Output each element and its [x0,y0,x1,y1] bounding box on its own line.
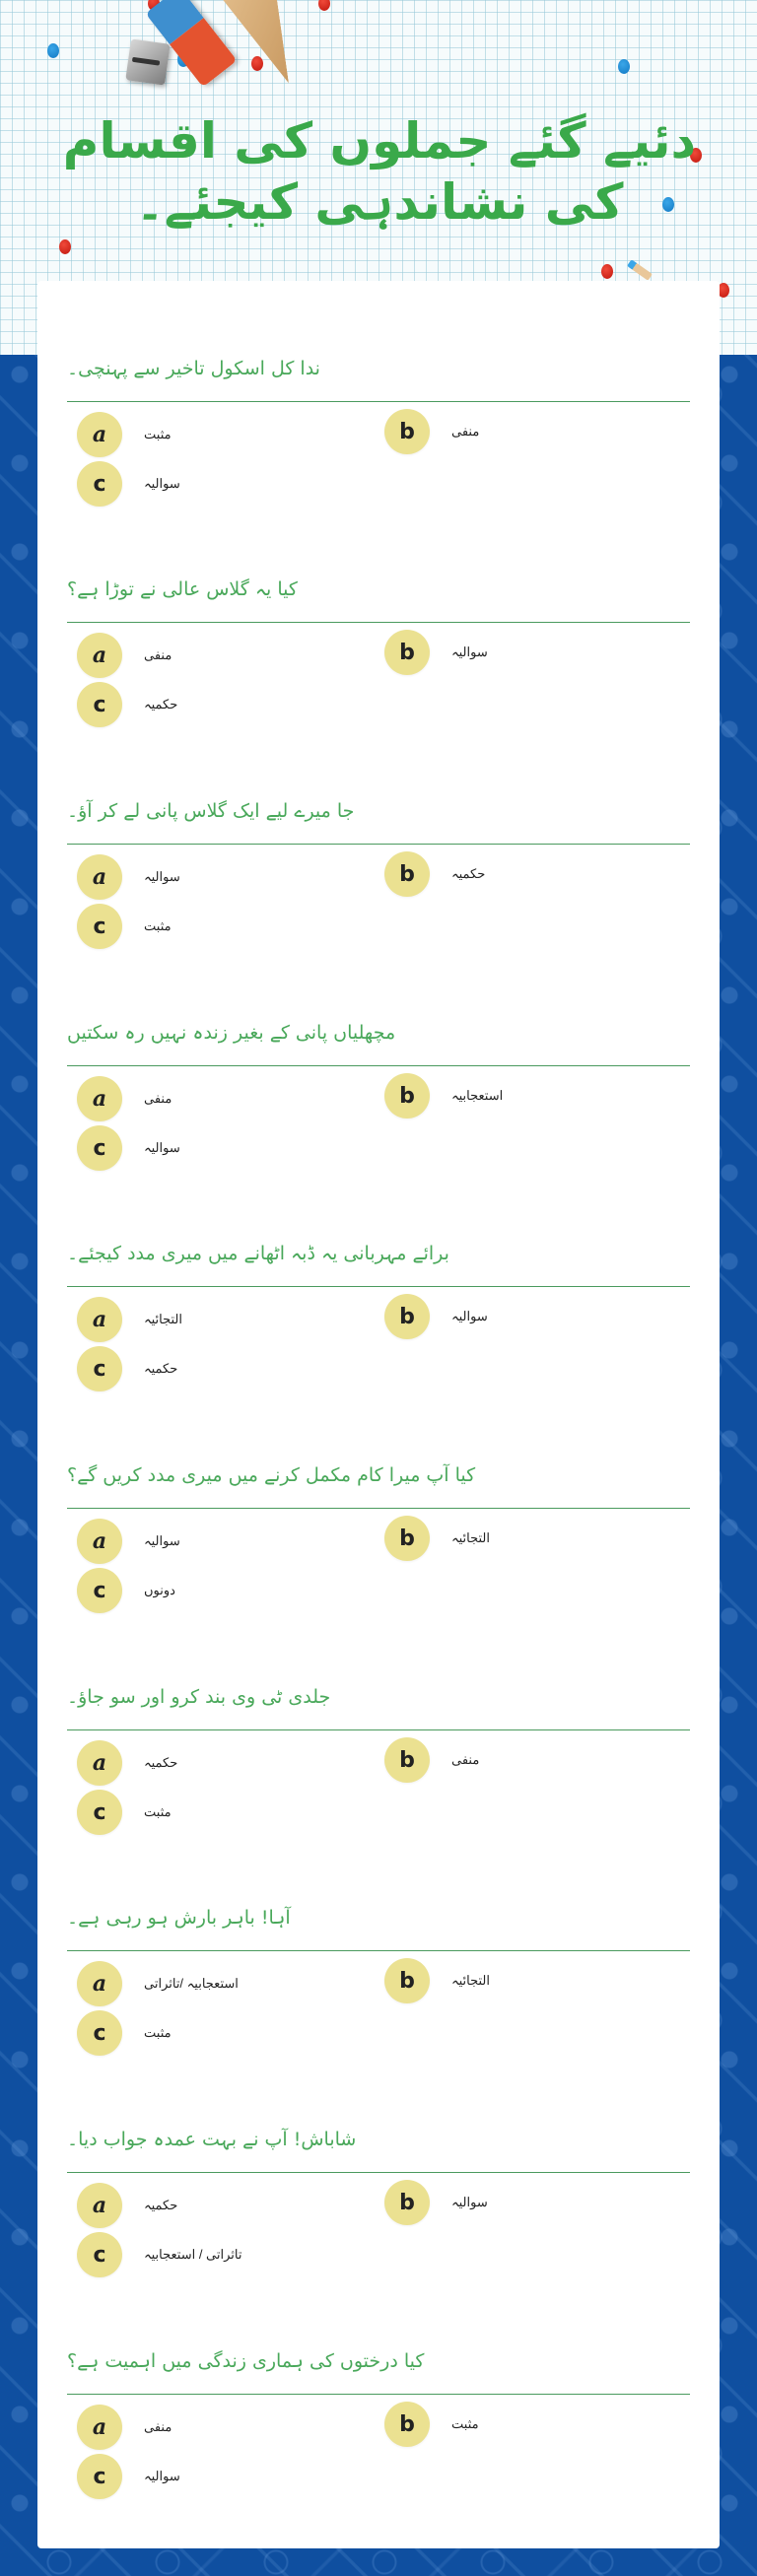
option-label: حکمیہ [144,2198,178,2212]
option-b[interactable] [384,1515,490,1562]
option-letter-badge: b [384,630,430,675]
option-label: سوالیہ [144,2469,180,2483]
option-label: سوالیہ [144,1533,180,1548]
option-b[interactable] [384,2179,488,2226]
option-c[interactable] [77,460,180,508]
question-8 [37,1903,720,2124]
option-label: منفی [144,2419,172,2434]
decorative-dot-icon [618,59,630,74]
decorative-dot-icon [47,43,59,58]
question-text: کیا آپ میرا کام مکمل کرنے میں میری مدد کریں گے؟ [67,1464,476,1486]
divider [67,622,690,623]
option-c[interactable] [77,903,172,950]
option-letter-badge: b [384,1516,430,1561]
option-letter-badge: a [77,854,122,900]
option-label: مثبت [144,427,172,441]
question-text: کیا درختوں کی ہماری زندگی میں اہمیت ہے؟ [67,2350,425,2372]
question-text: کیا یہ گلاس عالی نے توڑا ہے؟ [67,578,298,600]
option-label: مثبت [144,2025,172,2040]
divider [67,401,690,402]
option-letter-badge: c [77,1346,122,1391]
question-text: برائے مہربانی یہ ڈبہ اٹھانے میں میری مدد کیجئے۔ [67,1243,449,1264]
option-label: سوالیہ [144,476,180,491]
option-letter-badge: a [77,1297,122,1342]
question-10 [37,2346,720,2567]
option-b[interactable] [384,1736,479,1784]
question-5 [37,1239,720,1459]
option-label: منفی [144,1091,172,1106]
option-a[interactable] [77,1960,239,2007]
option-a[interactable] [77,411,172,458]
option-b[interactable] [384,850,485,898]
option-label: حکمیہ [144,1755,178,1770]
option-a[interactable] [77,1296,182,1343]
option-a[interactable] [77,2182,177,2229]
option-a[interactable] [77,853,180,901]
option-letter-badge: b [384,851,430,897]
option-c[interactable] [77,1789,172,1836]
option-label: حکمیہ [144,697,178,712]
option-label: دونوں [144,1583,175,1597]
option-letter-badge: c [77,1790,122,1835]
question-6 [37,1460,720,1681]
option-letter-badge: a [77,2183,122,2228]
option-b[interactable] [384,2401,479,2448]
option-label: تاثراتی / استعجابیہ [144,2247,242,2262]
question-text: شاباش! آپ نے بہت عمدہ جواب دیا۔ [67,2129,357,2150]
option-a[interactable] [77,1075,172,1122]
option-b[interactable] [384,1957,490,2004]
decorative-dot-icon [59,239,71,254]
option-letter-badge: a [77,1740,122,1786]
option-letter-badge: c [77,904,122,949]
option-label: سوالیہ [451,644,488,659]
option-label: حکمیہ [451,866,486,881]
option-label: التجائیہ [451,1530,491,1545]
option-label: استعجابیہ [451,1088,504,1103]
option-label: سوالیہ [451,2195,488,2209]
option-label: سوالیہ [144,869,180,884]
option-letter-badge: a [77,1961,122,2006]
question-text: آہا! باہر بارش ہو رہی ہے۔ [67,1907,291,1929]
option-label: منفی [451,424,480,439]
option-label: حکمیہ [144,1361,178,1376]
option-letter-badge: c [77,1568,122,1613]
option-label: التجائیہ [144,1312,183,1326]
option-letter-badge: c [77,1125,122,1171]
option-letter-badge: a [77,412,122,457]
question-text: جلدی ٹی وی بند کرو اور سو جاؤ۔ [67,1686,331,1708]
option-letter-badge: b [384,2402,430,2447]
pencil-icon [627,259,653,280]
divider [67,844,690,845]
decorative-dot-icon [318,0,330,11]
question-text: مچھلیاں پانی کے بغیر زندہ نہیں رہ سکتیں [67,1022,396,1044]
option-letter-badge: a [77,2405,122,2450]
option-c[interactable] [77,2231,241,2278]
option-letter-badge: b [384,2180,430,2225]
divider [67,2172,690,2173]
question-text: جا میرے لیے ایک گلاس پانی لے کر آؤ۔ [67,800,355,822]
question-text: ندا کل اسکول تاخیر سے پہنچی۔ [67,358,320,379]
question-3 [37,796,720,1017]
option-letter-badge: b [384,1958,430,2003]
option-b[interactable] [384,629,488,676]
option-b[interactable] [384,1072,503,1119]
option-letter-badge: c [77,682,122,727]
option-c[interactable] [77,2009,172,2057]
question-4 [37,1018,720,1239]
option-c[interactable] [77,681,177,728]
divider [67,1950,690,1951]
option-label: مثبت [144,918,172,933]
option-c[interactable] [77,2453,180,2500]
option-label: التجائیہ [451,1973,491,1988]
option-c[interactable] [77,1567,175,1614]
decorative-dot-icon [251,56,263,71]
option-letter-badge: c [77,461,122,507]
question-9 [37,2125,720,2345]
option-label: منفی [451,1752,480,1767]
option-letter-badge: b [384,1737,430,1783]
question-7 [37,1682,720,1903]
option-c[interactable] [77,1345,177,1392]
option-letter-badge: b [384,1073,430,1119]
option-label: سوالیہ [451,1309,488,1323]
divider [67,1508,690,1509]
option-letter-badge: c [77,2010,122,2056]
option-b[interactable] [384,408,479,455]
option-letter-badge: a [77,1076,122,1121]
sharpener-icon [125,38,170,85]
option-letter-badge: a [77,1519,122,1564]
option-label: مثبت [451,2416,479,2431]
option-a[interactable] [77,1739,177,1787]
question-2 [37,575,720,795]
divider [67,1065,690,1066]
option-a[interactable] [77,2404,172,2451]
option-a[interactable] [77,1518,180,1565]
option-letter-badge: b [384,1294,430,1339]
option-letter-badge: c [77,2454,122,2499]
decorative-dot-icon [601,264,613,279]
option-label: منفی [144,647,172,662]
question-1 [37,354,720,575]
page-title: دئیے گئے جملوں کی اقسام کی نشاندہی کیجئے۔ [62,112,697,231]
quiz-card [37,281,720,2548]
divider [67,1729,690,1730]
option-label: استعجابیہ /تاثراتی [144,1976,239,1991]
option-letter-badge: a [77,633,122,678]
option-a[interactable] [77,632,172,679]
divider [67,1286,690,1287]
option-label: مثبت [144,1804,172,1819]
option-c[interactable] [77,1124,180,1172]
divider [67,2394,690,2395]
option-b[interactable] [384,1293,488,1340]
option-letter-badge: b [384,409,430,454]
option-letter-badge: c [77,2232,122,2277]
option-label: سوالیہ [144,1140,180,1155]
